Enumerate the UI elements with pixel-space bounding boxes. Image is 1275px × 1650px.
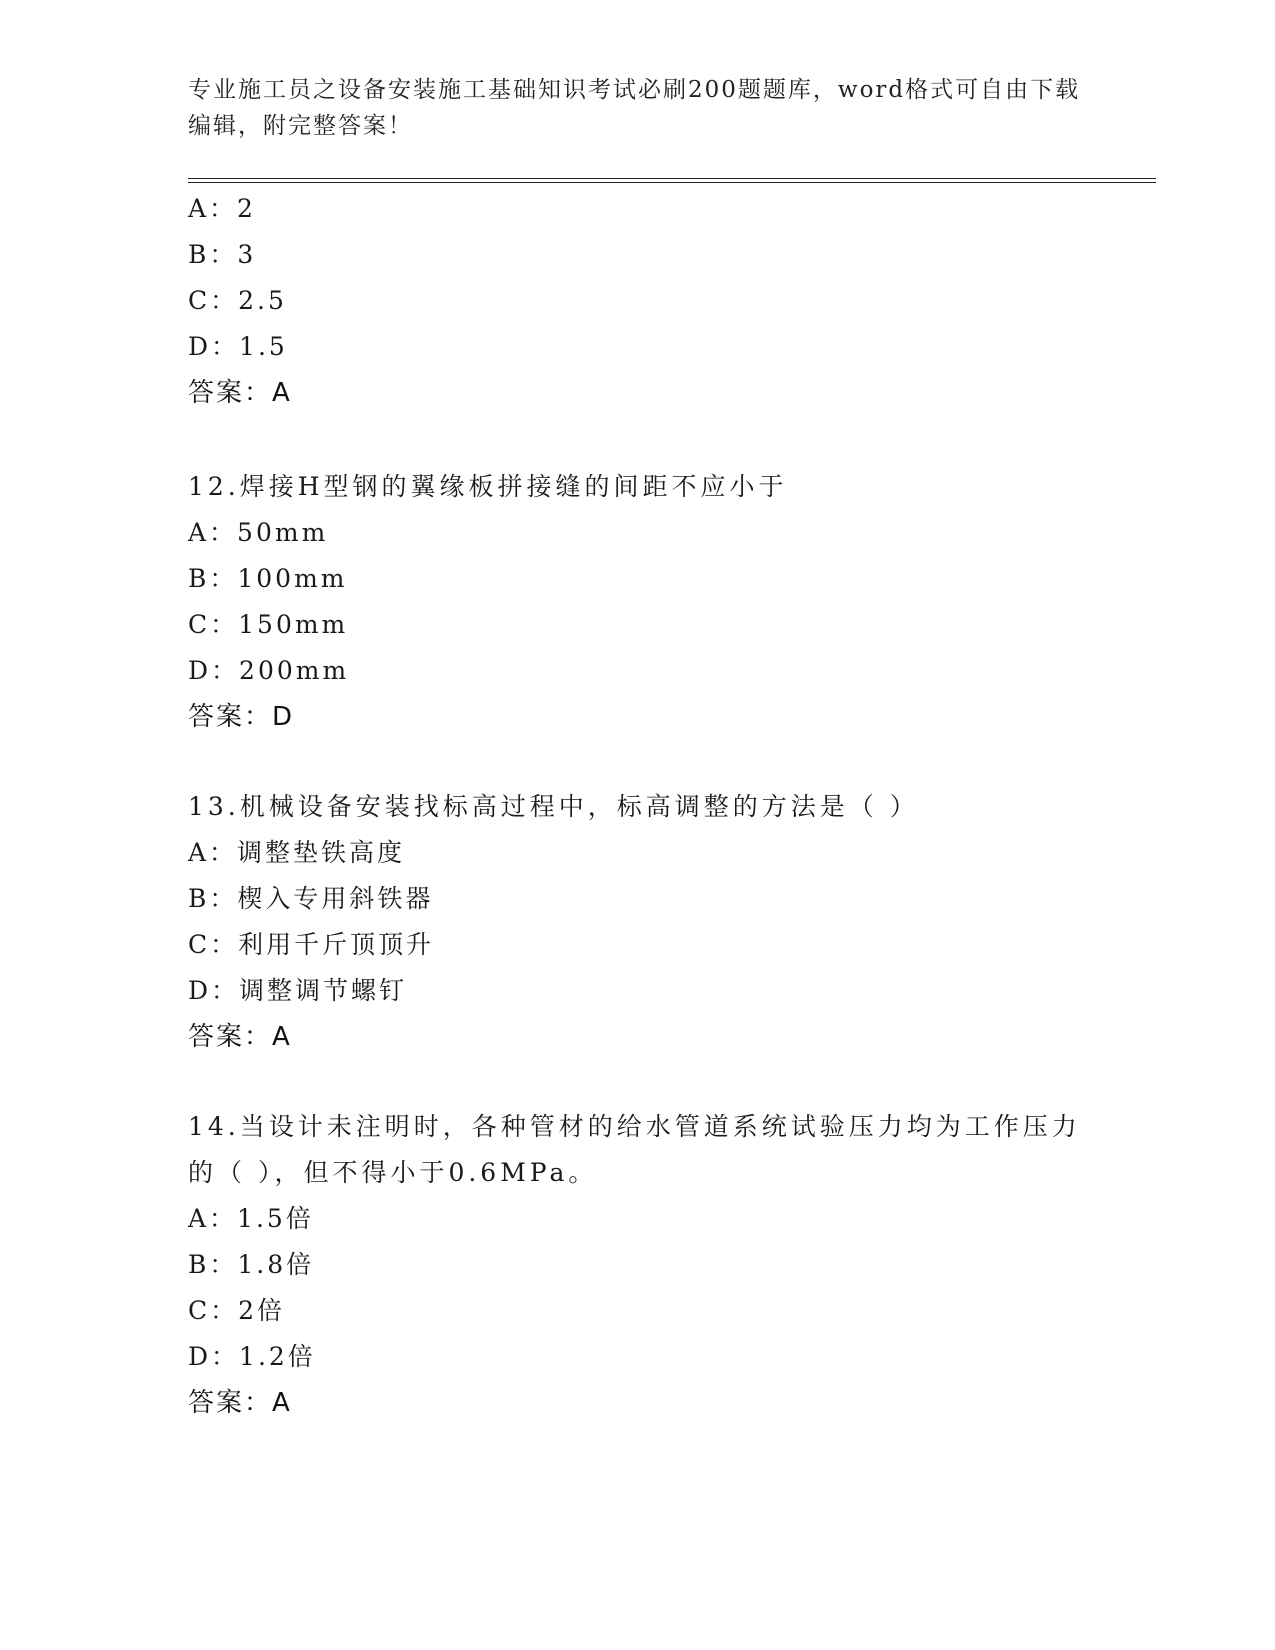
answer-line: 答案：A: [188, 378, 292, 408]
option-b: B：100mm: [188, 564, 348, 593]
option-a: A：2: [188, 194, 256, 223]
question-text: 14.当设计未注明时，各种管材的给水管道系统试验压力均为工作压力的（ ），但不得小于0.6MPa。: [188, 1112, 1081, 1187]
question-13-block: [188, 784, 1088, 1060]
option-d: D：1.2倍: [188, 1342, 316, 1371]
option-d: D：200mm: [188, 656, 350, 685]
option-c: C：150mm: [188, 610, 349, 639]
option-a: A：调整垫铁高度: [188, 838, 406, 867]
option-d: D：1.5: [188, 332, 288, 361]
document-header: 专业施工员之设备安装施工基础知识考试必刷200题题库，word格式可自由下载编辑，附完整答案！: [188, 77, 1081, 139]
option-b: B：3: [188, 240, 257, 269]
option-c: C：2倍: [188, 1296, 286, 1325]
header-rule-bottom: [188, 182, 1156, 183]
answer-line: 答案：D: [188, 702, 295, 732]
option-a: A：1.5倍: [188, 1204, 314, 1233]
question-12-block: [188, 464, 1088, 740]
question-text: 13.机械设备安装找标高过程中，标高调整的方法是（ ）: [188, 792, 919, 821]
question-11-block: [188, 186, 1088, 416]
option-a: A：50mm: [188, 518, 329, 547]
option-c: C：利用千斤顶顶升: [188, 930, 435, 959]
answer-line: 答案：A: [188, 1388, 292, 1418]
question-14-block: [188, 1104, 1088, 1426]
answer-line: 答案：A: [188, 1022, 292, 1052]
header-rule-top: [188, 178, 1156, 179]
question-text: 12.焊接H型钢的翼缘板拼接缝的间距不应小于: [188, 472, 788, 501]
option-b: B：1.8倍: [188, 1250, 315, 1279]
option-d: D：调整调节螺钉: [188, 976, 408, 1005]
option-c: C：2.5: [188, 286, 287, 315]
option-b: B：楔入专用斜铁器: [188, 884, 434, 913]
